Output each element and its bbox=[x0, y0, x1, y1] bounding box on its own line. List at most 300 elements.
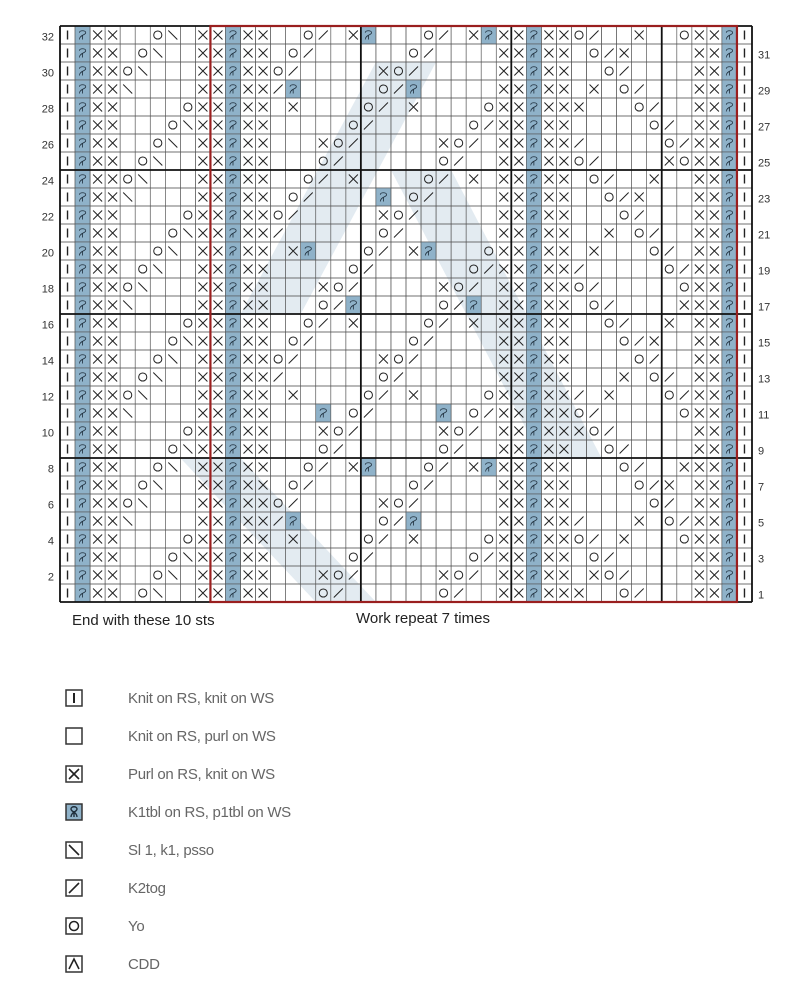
chart-cell bbox=[346, 548, 361, 566]
chart-cell bbox=[165, 332, 180, 350]
chart-cell bbox=[376, 278, 391, 296]
k2tog-symbol bbox=[665, 372, 674, 381]
chart-cell bbox=[376, 584, 391, 602]
chart-cell bbox=[571, 350, 586, 368]
chart-cell bbox=[602, 404, 617, 422]
chart-cell bbox=[602, 530, 617, 548]
purl-symbol bbox=[499, 390, 508, 399]
purl-symbol bbox=[198, 444, 207, 453]
cdd-icon bbox=[64, 954, 84, 974]
chart-cell bbox=[346, 260, 361, 278]
chart-cell bbox=[647, 584, 662, 602]
yo-symbol bbox=[620, 463, 628, 471]
purl-symbol bbox=[93, 84, 102, 93]
chart-cell bbox=[391, 530, 406, 548]
purl-symbol bbox=[544, 480, 553, 489]
chart-cell bbox=[135, 332, 150, 350]
chart-cell bbox=[481, 188, 496, 206]
purl-symbol bbox=[93, 156, 102, 165]
chart-cell bbox=[376, 566, 391, 584]
k2tog-symbol bbox=[319, 318, 328, 327]
purl-symbol bbox=[244, 444, 253, 453]
purl-symbol bbox=[499, 246, 508, 255]
purl-symbol bbox=[499, 156, 508, 165]
chart-cell bbox=[587, 134, 602, 152]
chart-cell bbox=[602, 350, 617, 368]
chart-cell bbox=[286, 188, 301, 206]
chart-cell bbox=[451, 98, 466, 116]
purl-symbol bbox=[213, 408, 222, 417]
purl-symbol bbox=[198, 102, 207, 111]
purl-symbol bbox=[108, 264, 117, 273]
purl-symbol bbox=[198, 156, 207, 165]
purl-symbol bbox=[93, 570, 102, 579]
chart-cell bbox=[120, 242, 135, 260]
chart-cell bbox=[602, 314, 617, 332]
chart-cell bbox=[436, 548, 451, 566]
chart-cell bbox=[421, 368, 436, 386]
chart-cell bbox=[286, 458, 301, 476]
k2tog-symbol bbox=[289, 354, 298, 363]
chart-cell bbox=[165, 404, 180, 422]
purl-symbol bbox=[213, 66, 222, 75]
chart-cell bbox=[436, 350, 451, 368]
purl-symbol bbox=[198, 336, 207, 345]
chart-cell bbox=[647, 62, 662, 80]
purl-symbol bbox=[469, 174, 478, 183]
chart-cell bbox=[180, 476, 195, 494]
purl-symbol bbox=[665, 156, 674, 165]
chart-cell bbox=[135, 98, 150, 116]
chart-cell bbox=[632, 98, 647, 116]
yo-symbol bbox=[379, 373, 387, 381]
chart-cell bbox=[617, 206, 632, 224]
yo-symbol bbox=[124, 499, 132, 507]
k2tog-icon bbox=[64, 878, 84, 898]
purl-symbol bbox=[259, 30, 268, 39]
yo-symbol bbox=[139, 157, 147, 165]
purl-symbol bbox=[108, 138, 117, 147]
purl-symbol bbox=[680, 462, 689, 471]
chart-cell bbox=[406, 440, 421, 458]
chart-cell bbox=[120, 26, 135, 44]
yo-symbol bbox=[334, 427, 342, 435]
row-number-left: 10 bbox=[41, 427, 54, 440]
chart-cell bbox=[331, 278, 346, 296]
k2tog-symbol bbox=[394, 228, 403, 237]
purl-symbol bbox=[289, 102, 298, 111]
purl-symbol bbox=[514, 498, 523, 507]
chart-cell bbox=[677, 548, 692, 566]
purl-symbol bbox=[559, 138, 568, 147]
chart-cell bbox=[451, 44, 466, 62]
chart-cell bbox=[391, 494, 406, 512]
purl-symbol bbox=[244, 570, 253, 579]
purl-symbol bbox=[259, 462, 268, 471]
chart-cell bbox=[632, 278, 647, 296]
k2tog-symbol bbox=[635, 462, 644, 471]
chart-cell bbox=[617, 476, 632, 494]
chart-cell bbox=[451, 494, 466, 512]
chart-cell bbox=[406, 584, 421, 602]
yo-symbol bbox=[169, 553, 177, 561]
ssk-symbol bbox=[123, 516, 132, 525]
legend-label: CDD bbox=[128, 955, 160, 973]
purl-symbol bbox=[93, 498, 102, 507]
yo-symbol bbox=[425, 319, 433, 327]
k2tog-symbol bbox=[635, 588, 644, 597]
chart-cell bbox=[571, 224, 586, 242]
purl-symbol bbox=[499, 408, 508, 417]
chart-cell bbox=[165, 512, 180, 530]
chart-cell bbox=[587, 116, 602, 134]
chart-cell bbox=[346, 332, 361, 350]
chart-cell bbox=[391, 242, 406, 260]
purl-symbol bbox=[259, 174, 268, 183]
ssk-icon bbox=[64, 840, 84, 860]
k2tog-symbol bbox=[620, 66, 629, 75]
purl-symbol bbox=[620, 372, 629, 381]
purl-symbol bbox=[108, 498, 117, 507]
yo-symbol bbox=[139, 49, 147, 57]
chart-cell bbox=[677, 476, 692, 494]
row-number-right: 29 bbox=[758, 85, 771, 98]
purl-symbol bbox=[544, 282, 553, 291]
legend-item-k1tbl bbox=[64, 800, 291, 824]
chart-cell bbox=[286, 440, 301, 458]
chart-cell bbox=[647, 368, 662, 386]
ssk-symbol bbox=[123, 300, 132, 309]
purl-symbol bbox=[213, 264, 222, 273]
chart-cell bbox=[602, 26, 617, 44]
yo-symbol bbox=[635, 103, 643, 111]
chart-cell bbox=[617, 26, 632, 44]
yo-symbol bbox=[304, 175, 312, 183]
chart-cell bbox=[662, 278, 677, 296]
chart-cell bbox=[632, 314, 647, 332]
chart-cell bbox=[632, 494, 647, 512]
row-number-right: 15 bbox=[758, 337, 771, 350]
purl-symbol bbox=[244, 336, 253, 345]
purl-symbol bbox=[93, 462, 102, 471]
ssk-symbol bbox=[168, 354, 177, 363]
purl-symbol bbox=[559, 210, 568, 219]
yo-symbol bbox=[590, 301, 598, 309]
purl-symbol bbox=[695, 390, 704, 399]
chart-cell bbox=[602, 458, 617, 476]
yo-symbol bbox=[440, 157, 448, 165]
chart-cell bbox=[677, 188, 692, 206]
chart-cell bbox=[376, 440, 391, 458]
purl-symbol bbox=[439, 138, 448, 147]
purl-symbol bbox=[514, 174, 523, 183]
yo-symbol bbox=[289, 49, 297, 57]
chart-cell bbox=[316, 296, 331, 314]
legend-item-purl bbox=[64, 762, 275, 786]
chart-cell bbox=[466, 530, 481, 548]
purl-symbol bbox=[499, 48, 508, 57]
chart-cell bbox=[677, 332, 692, 350]
purl-symbol bbox=[514, 246, 523, 255]
yo-symbol bbox=[154, 463, 162, 471]
row-number-left: 18 bbox=[41, 283, 54, 296]
chart-cell bbox=[571, 332, 586, 350]
chart-cell bbox=[571, 206, 586, 224]
purl-symbol bbox=[544, 84, 553, 93]
chart-cell bbox=[436, 80, 451, 98]
chart-cell bbox=[120, 332, 135, 350]
chart-cell bbox=[466, 350, 481, 368]
chart-cell bbox=[361, 440, 376, 458]
purl-symbol bbox=[198, 120, 207, 129]
chart-cell bbox=[677, 566, 692, 584]
chart-cell bbox=[150, 512, 165, 530]
chart-cell bbox=[301, 116, 316, 134]
legend-item-k2tog bbox=[64, 876, 166, 900]
yo-symbol bbox=[289, 193, 297, 201]
chart-cell bbox=[617, 458, 632, 476]
chart-cell bbox=[602, 260, 617, 278]
purl-symbol bbox=[108, 102, 117, 111]
purl-symbol bbox=[695, 102, 704, 111]
chart-cell bbox=[135, 296, 150, 314]
purl-symbol bbox=[108, 66, 117, 75]
chart-cell bbox=[180, 404, 195, 422]
chart-cell bbox=[331, 80, 346, 98]
chart-cell bbox=[346, 476, 361, 494]
legend-item-cdd bbox=[64, 952, 160, 976]
purl-symbol bbox=[213, 48, 222, 57]
chart-cell bbox=[662, 134, 677, 152]
chart-cell bbox=[361, 332, 376, 350]
purl-symbol bbox=[93, 228, 102, 237]
purl-symbol bbox=[710, 444, 719, 453]
k2tog-symbol bbox=[590, 156, 599, 165]
purl-symbol bbox=[544, 336, 553, 345]
purl-symbol bbox=[213, 282, 222, 291]
chart-cell bbox=[120, 530, 135, 548]
purl-symbol bbox=[499, 192, 508, 201]
chart-cell bbox=[481, 566, 496, 584]
chart-cell bbox=[571, 62, 586, 80]
k2tog-symbol bbox=[590, 408, 599, 417]
yo-symbol bbox=[620, 85, 628, 93]
purl-symbol bbox=[544, 66, 553, 75]
chart-cell bbox=[481, 440, 496, 458]
k2tog-symbol bbox=[274, 84, 283, 93]
purl-symbol bbox=[544, 192, 553, 201]
k2tog-symbol bbox=[454, 156, 463, 165]
row-number-right: 3 bbox=[758, 553, 765, 566]
purl-symbol bbox=[244, 66, 253, 75]
caption-work-repeat: Work repeat 7 times bbox=[356, 610, 490, 627]
chart-cell bbox=[376, 44, 391, 62]
chart-cell bbox=[271, 116, 286, 134]
purl-symbol bbox=[559, 552, 568, 561]
purl-symbol bbox=[198, 408, 207, 417]
purl-symbol bbox=[499, 228, 508, 237]
purl-symbol bbox=[710, 282, 719, 291]
chart-cell bbox=[617, 584, 632, 602]
chart-cell bbox=[135, 152, 150, 170]
purl-symbol bbox=[620, 48, 629, 57]
chart-cell bbox=[571, 566, 586, 584]
chart-cell bbox=[617, 404, 632, 422]
chart-cell bbox=[376, 458, 391, 476]
purl-symbol bbox=[559, 102, 568, 111]
chart-cell bbox=[165, 368, 180, 386]
purl-symbol bbox=[108, 570, 117, 579]
yo-symbol bbox=[455, 571, 463, 579]
purl-symbol bbox=[198, 426, 207, 435]
yo-symbol bbox=[154, 31, 162, 39]
purl-symbol bbox=[695, 264, 704, 273]
chart-cell bbox=[421, 350, 436, 368]
chart-cell bbox=[150, 80, 165, 98]
chart-cell bbox=[406, 278, 421, 296]
row-number-right: 21 bbox=[758, 229, 771, 242]
k2tog-symbol bbox=[454, 444, 463, 453]
chart-cell bbox=[451, 404, 466, 422]
chart-cell bbox=[677, 494, 692, 512]
chart-cell bbox=[481, 512, 496, 530]
chart-cell bbox=[165, 224, 180, 242]
purl-symbol bbox=[93, 300, 102, 309]
chart-cell bbox=[301, 368, 316, 386]
purl-symbol bbox=[93, 138, 102, 147]
purl-symbol bbox=[544, 228, 553, 237]
chart-cell bbox=[436, 476, 451, 494]
k2tog-symbol bbox=[635, 84, 644, 93]
chart-cell bbox=[271, 458, 286, 476]
chart-cell bbox=[466, 404, 481, 422]
yo-symbol bbox=[470, 553, 478, 561]
purl-symbol bbox=[198, 174, 207, 183]
purl-symbol bbox=[213, 516, 222, 525]
yo-symbol bbox=[485, 391, 493, 399]
chart-cell bbox=[150, 386, 165, 404]
k2tog-symbol bbox=[650, 480, 659, 489]
yo-symbol bbox=[635, 229, 643, 237]
chart-cell bbox=[150, 242, 165, 260]
chart-cell bbox=[451, 530, 466, 548]
purl-symbol bbox=[213, 174, 222, 183]
yo-symbol bbox=[154, 355, 162, 363]
purl-symbol bbox=[439, 426, 448, 435]
purl-symbol bbox=[514, 192, 523, 201]
purl-symbol bbox=[650, 174, 659, 183]
chart-cell bbox=[331, 260, 346, 278]
chart-cell bbox=[406, 404, 421, 422]
chart-cell bbox=[120, 458, 135, 476]
purl-symbol bbox=[559, 228, 568, 237]
purl-symbol bbox=[198, 390, 207, 399]
chart-cell bbox=[421, 260, 436, 278]
chart-cell bbox=[165, 530, 180, 548]
chart-cell bbox=[271, 422, 286, 440]
k2tog-symbol bbox=[349, 282, 358, 291]
chart-cell bbox=[301, 440, 316, 458]
purl-symbol bbox=[559, 174, 568, 183]
chart-cell bbox=[180, 134, 195, 152]
k2tog-symbol bbox=[454, 588, 463, 597]
chart-cell bbox=[466, 80, 481, 98]
chart-cell bbox=[361, 530, 376, 548]
k2tog-symbol bbox=[680, 390, 689, 399]
chart-cell bbox=[662, 440, 677, 458]
purl-symbol bbox=[635, 192, 644, 201]
purl-symbol bbox=[695, 192, 704, 201]
chart-cell bbox=[436, 530, 451, 548]
chart-cell bbox=[391, 26, 406, 44]
purl-symbol bbox=[213, 390, 222, 399]
chart-cell bbox=[662, 548, 677, 566]
chart-cell bbox=[436, 584, 451, 602]
chart-cell bbox=[647, 494, 662, 512]
purl-symbol bbox=[710, 48, 719, 57]
purl-symbol bbox=[244, 228, 253, 237]
chart-cell bbox=[587, 188, 602, 206]
chart-cell bbox=[271, 386, 286, 404]
k2tog-symbol bbox=[394, 372, 403, 381]
purl-symbol bbox=[710, 588, 719, 597]
chart-cell bbox=[150, 224, 165, 242]
chart-cell bbox=[481, 152, 496, 170]
chart-cell bbox=[481, 98, 496, 116]
yo-symbol bbox=[680, 157, 688, 165]
legend-item-knit-knit bbox=[64, 686, 274, 710]
chart-cell bbox=[180, 314, 195, 332]
purl-symbol bbox=[244, 534, 253, 543]
chart-cell bbox=[617, 548, 632, 566]
chart-cell bbox=[150, 350, 165, 368]
purl-symbol bbox=[259, 210, 268, 219]
yo-symbol bbox=[304, 463, 312, 471]
purl-symbol bbox=[710, 66, 719, 75]
chart-cell bbox=[165, 206, 180, 224]
k2tog-symbol bbox=[635, 210, 644, 219]
purl-symbol bbox=[710, 300, 719, 309]
purl-symbol bbox=[499, 444, 508, 453]
purl-symbol bbox=[514, 210, 523, 219]
purl-symbol bbox=[213, 246, 222, 255]
purl-symbol bbox=[499, 570, 508, 579]
chart-cell bbox=[647, 440, 662, 458]
purl-symbol bbox=[559, 120, 568, 129]
chart-cell bbox=[391, 440, 406, 458]
purl-symbol bbox=[244, 156, 253, 165]
chart-cell bbox=[301, 26, 316, 44]
chart-cell bbox=[331, 314, 346, 332]
ssk-symbol bbox=[168, 246, 177, 255]
chart-cell bbox=[180, 98, 195, 116]
purl-symbol bbox=[244, 552, 253, 561]
chart-cell bbox=[180, 62, 195, 80]
chart-cell bbox=[451, 80, 466, 98]
chart-cell bbox=[481, 44, 496, 62]
chart-cell bbox=[391, 422, 406, 440]
purl-symbol bbox=[695, 84, 704, 93]
purl-symbol bbox=[544, 318, 553, 327]
yo-symbol bbox=[409, 481, 417, 489]
chart-cell bbox=[436, 440, 451, 458]
chart-cell bbox=[391, 152, 406, 170]
chart-cell bbox=[406, 548, 421, 566]
chart-cell bbox=[662, 26, 677, 44]
chart-cell bbox=[165, 116, 180, 134]
chart-cell bbox=[180, 422, 195, 440]
purl-symbol bbox=[710, 336, 719, 345]
